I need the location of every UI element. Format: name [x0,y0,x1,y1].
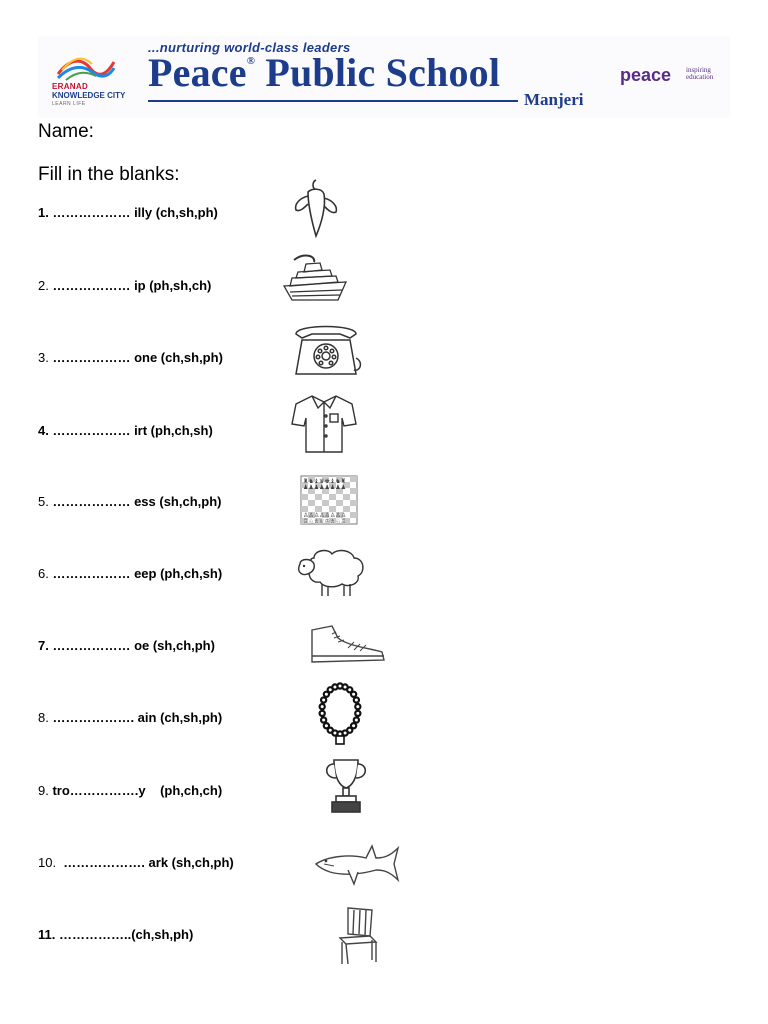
question-number: 2. [38,278,49,293]
name-label: Name: [38,121,94,142]
svg-text:♖♘♗♕♔♗♘♖: ♖♘♗♕♔♗♘♖ [303,518,347,525]
ship-icon [280,248,350,306]
school-name-first: Peace [148,50,247,95]
chess-icon [300,475,358,525]
question-text: ………………. ain (ch,sh,ph) [48,710,223,725]
question-text: tro…………….y (ph,ch,ch) [48,783,223,798]
question-number: 6. [38,566,49,581]
telephone-icon [288,318,364,380]
question-2 [38,278,211,294]
question-number: 8. [38,710,49,725]
logo-text-knowledge-city: KNOWLEDGE CITY [52,91,126,100]
svg-text:♟♟♟♟♟♟♟♟: ♟♟♟♟♟♟♟♟ [303,484,347,491]
question-9 [38,783,222,799]
chain-icon [316,682,364,746]
peace-logo-tagline: inspiring education [686,66,714,81]
question-1 [38,205,218,221]
question-text: ……………..(ch,sh,ph) [55,927,194,942]
chair-icon [336,906,380,966]
registered-mark: ® [246,55,256,67]
logo-text-eranad: ERANAD [52,82,89,91]
shirt-icon [290,390,358,456]
question-6 [38,566,222,582]
question-11 [38,927,193,943]
school-name [148,49,500,96]
question-text: ……………… irt (ph,ch,sh) [48,423,213,438]
question-number: 9. [38,783,49,798]
question-number: 7. [38,638,49,653]
school-location: Manjeri [524,90,584,109]
logo-text-learn-life: LEARN LIFE [52,101,86,107]
question-number: 11. [38,927,56,942]
instruction-heading: Fill in the blanks: [38,164,180,185]
school-name-rest: Public School [265,50,501,95]
wave-logo-icon [56,54,116,82]
svg-text:♜♞♝♛♚♝♞♜: ♜♞♝♛♚♝♞♜ [303,478,347,485]
shoe-icon [308,620,388,668]
question-5 [38,494,221,510]
question-text: ……………… oe (sh,ch,ph) [48,638,215,653]
question-number: 10. [38,855,57,870]
question-number: 3. [38,350,49,365]
question-text: ……………… eep (ph,ch,sh) [48,566,223,581]
question-7 [38,638,215,654]
question-4 [38,423,213,439]
question-number: 5. [38,494,49,509]
header-rule [148,100,518,102]
question-text: ………………. ark (sh,ch,ph) [56,855,234,870]
question-text: ……………… ip (ph,sh,ch) [48,278,212,293]
question-number: 1. [38,205,49,220]
svg-text:♙♙♙♙♙♙♙♙: ♙♙♙♙♙♙♙♙ [303,512,347,519]
question-number: 4. [38,423,49,438]
question-text: ……………… one (ch,sh,ph) [48,350,223,365]
question-text: ……………… ess (sh,ch,ph) [48,494,222,509]
question-3 [38,350,223,366]
question-8 [38,710,222,726]
sheep-icon [294,546,370,598]
shark-icon [314,840,400,888]
trophy-icon [322,756,370,816]
eranad-knowledge-city-logo [44,54,136,110]
question-text: ……………… illy (ch,sh,ph) [48,205,218,220]
peace-logo: peace [620,65,672,85]
school-tagline: ...nurturing world-class leaders [148,40,351,55]
school-header [38,36,730,118]
chilli-icon [290,176,342,240]
question-10 [38,855,234,871]
